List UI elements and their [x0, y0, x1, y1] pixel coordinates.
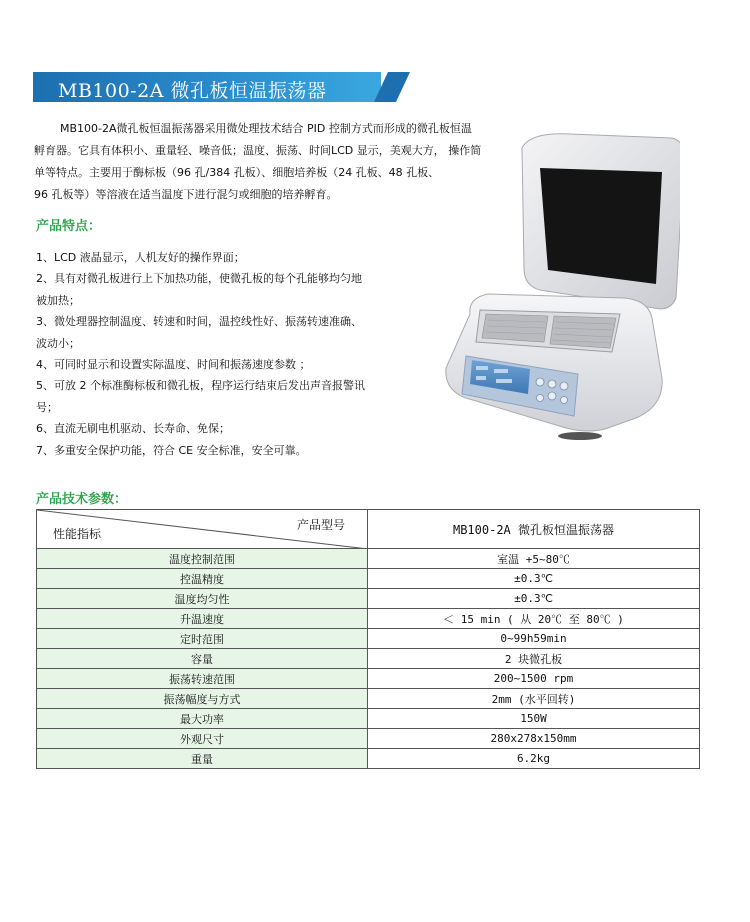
- spec-label: 外观尺寸: [37, 729, 368, 749]
- title-banner-accent: [374, 72, 410, 102]
- intro-line: 96 孔板等）等溶液在适当温度下进行混匀或细胞的培养孵育。: [34, 188, 338, 201]
- feature-item: 5、可放 2 个标准酶标板和微孔板，程序运行结束后发出声音报警讯: [36, 379, 365, 393]
- feature-item: 6、直流无刷电机驱动、长寿命、免保；: [36, 422, 230, 436]
- spec-label: 升温速度: [37, 609, 368, 629]
- spec-label: 控温精度: [37, 569, 368, 589]
- feature-item: 被加热；: [36, 293, 80, 307]
- spec-value: 280x278x150mm: [368, 729, 700, 749]
- spec-value: 室温 +5~80℃: [368, 549, 700, 569]
- table-row: [37, 549, 700, 569]
- table-row: [37, 669, 700, 689]
- feature-item: 2、具有对微孔板进行上下加热功能，使微孔板的每个孔能够均匀地: [36, 272, 362, 286]
- table-row: [37, 709, 700, 729]
- spec-value: 200~1500 rpm: [368, 669, 700, 689]
- spec-header-diagonal-cell: [37, 510, 368, 549]
- spec-label: 重量: [37, 749, 368, 769]
- spec-label: 振荡幅度与方式: [37, 689, 368, 709]
- intro-line: 单等特点。主要用于酶标板（96 孔/384 孔板）、细胞培养板（24 孔板、48 孔板、: [34, 166, 440, 179]
- spec-label: 最大功率: [37, 709, 368, 729]
- spec-value: 2 块微孔板: [368, 649, 700, 669]
- table-row: [37, 569, 700, 589]
- spec-label: 振荡转速范围: [37, 669, 368, 689]
- intro-line: 孵育器。它具有体积小、重量轻、噪音低；温度、振荡、时间LCD 显示，美观大方， 操作简: [34, 144, 482, 157]
- spec-value: 2mm (水平回转): [368, 689, 700, 709]
- feature-item: 1、LCD 液晶显示，人机友好的操作界面；: [36, 251, 245, 264]
- features-heading: 产品特点：: [36, 219, 102, 234]
- table-row: [37, 749, 700, 769]
- spec-value: 150W: [368, 709, 700, 729]
- specs-heading: 产品技术参数：: [36, 492, 128, 507]
- page-title: MB100-2A 微孔板恒温振荡器: [58, 80, 327, 102]
- spec-label: 容量: [37, 649, 368, 669]
- spec-label: 定时范围: [37, 629, 368, 649]
- spec-value: ±0.3℃: [368, 589, 700, 609]
- feature-item: 号；: [36, 400, 58, 414]
- features-list: [36, 247, 426, 461]
- spec-table-header-row: [37, 510, 700, 549]
- spec-value: ±0.3℃: [368, 569, 700, 589]
- feature-item: 4、可同时显示和设置实际温度、时间和振荡速度参数 ；: [36, 358, 311, 372]
- feature-item: 7、多重安全保护功能，符合 CE 安全标准，安全可靠。: [36, 443, 307, 457]
- spec-value: 6.2kg: [368, 749, 700, 769]
- header-model-value: MB100-2A 微孔板恒温振荡器: [368, 510, 700, 549]
- spec-label: 温度控制范围: [37, 549, 368, 569]
- table-row: [37, 689, 700, 709]
- header-model-label: 产品型号: [296, 518, 345, 532]
- table-row: [37, 629, 700, 649]
- table-row: [37, 649, 700, 669]
- spec-value: ＜ 15 min ( 从 20℃ 至 80℃ ): [368, 609, 700, 629]
- spec-table: [36, 509, 700, 769]
- intro-line: MB100-2A微孔板恒温振荡器采用微处理技术结合 PID 控制方式而形成的微孔板恒温: [60, 122, 472, 135]
- spec-label: 温度均匀性: [37, 589, 368, 609]
- table-row: [37, 729, 700, 749]
- header-index-label: 性能指标: [53, 527, 102, 541]
- table-row: [37, 609, 700, 629]
- product-image: [440, 128, 680, 448]
- feature-item: 波动小；: [36, 336, 80, 350]
- feature-item: 3、微处理器控制温度、转速和时间，温控线性好、振荡转速准确、: [36, 315, 362, 329]
- spec-value: 0~99h59min: [368, 629, 700, 649]
- table-row: [37, 589, 700, 609]
